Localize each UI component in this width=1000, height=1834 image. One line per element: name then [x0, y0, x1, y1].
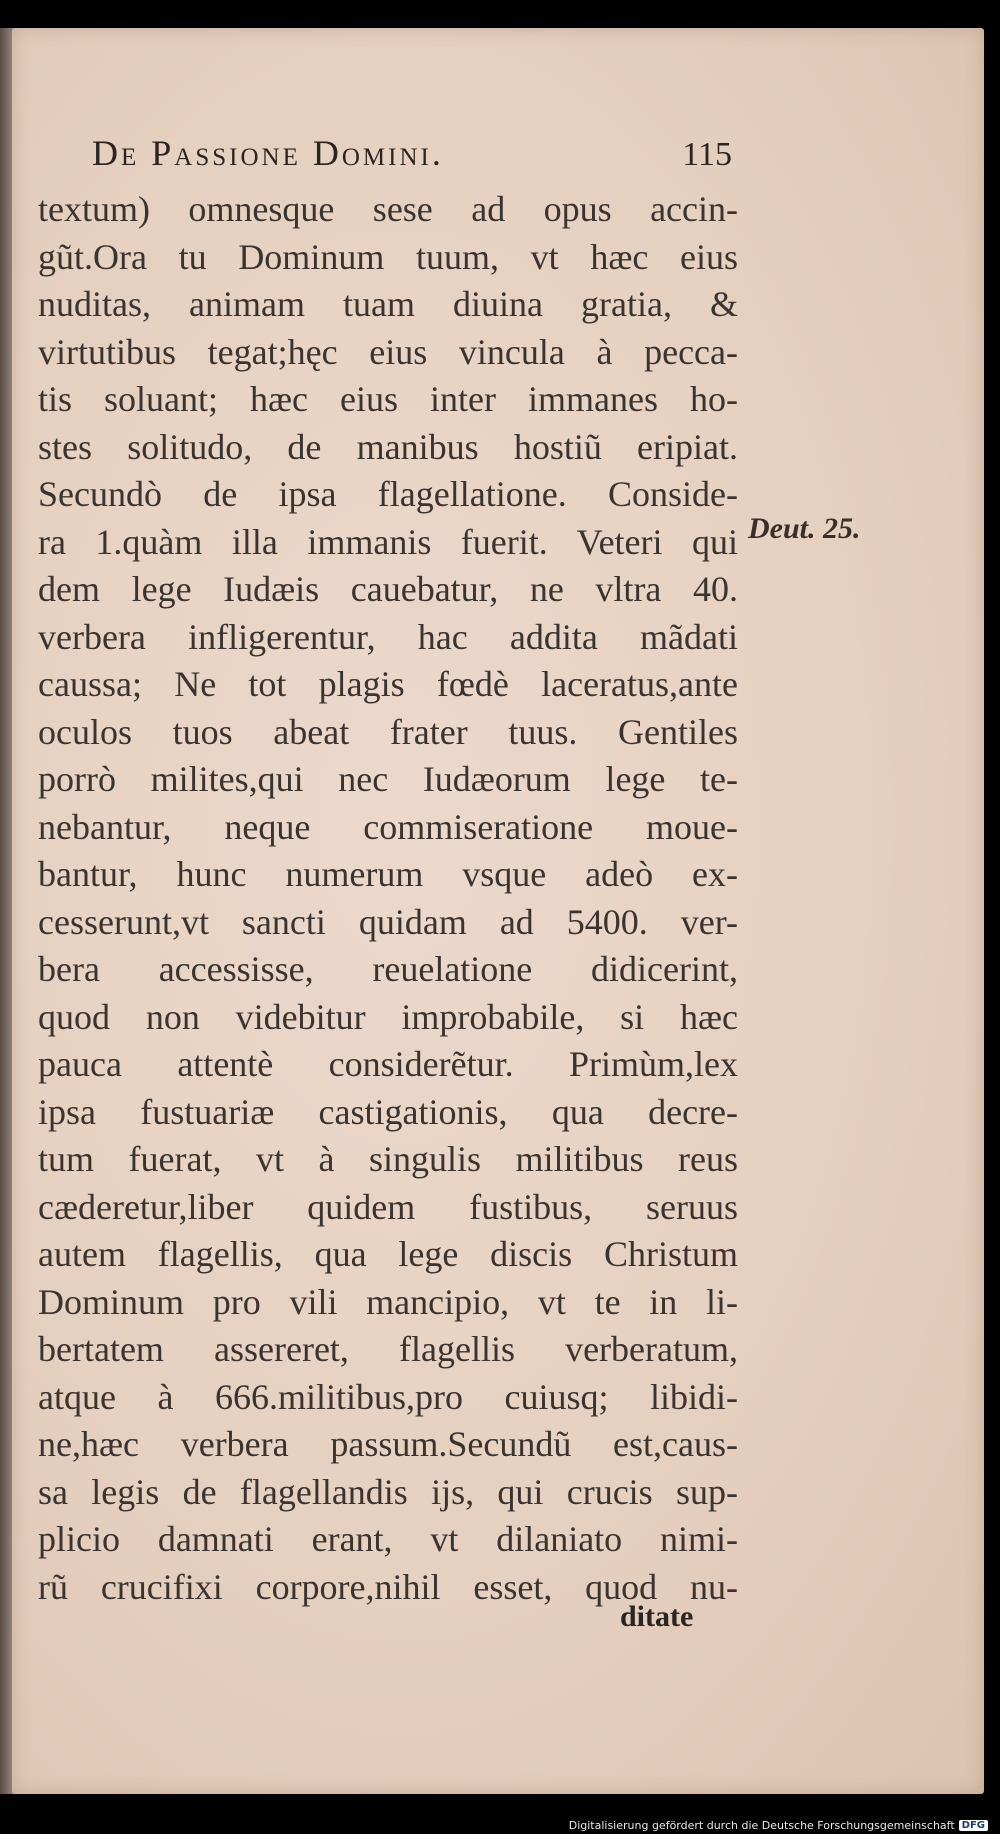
- text-line: ra 1.quàm illa immanis fuerit. Veteri qui: [38, 521, 738, 562]
- text-line: ipsa fustuariæ castigationis, qua decre-: [38, 1091, 738, 1132]
- text-line: Secundò de ipsa flagellatione. Conside-: [38, 474, 738, 514]
- text-line: tum fuerat, vt à singulis militibus reus: [38, 1139, 738, 1179]
- text-line: virtutibus tegat;hęc eius vincula à pecca-: [38, 331, 738, 372]
- digitization-footer: [569, 1819, 988, 1832]
- text-line: oculos tuos abeat frater tuus. Gentiles: [38, 711, 738, 752]
- text-line: gũt.Ora tu Dominum tuum, vt hæc eius: [38, 236, 738, 277]
- text-line: verbera infligerentur, hac addita mãdati: [38, 616, 738, 657]
- text-line: nebantur, neque commiseratione moue-: [38, 806, 738, 847]
- text-line: rũ crucifixi corpore,nihil esset, quod nu-: [38, 1566, 738, 1607]
- text-line: bera accessisse, reuelatione didicerint,: [38, 949, 738, 989]
- text-line: atque à 666.militibus,pro cuiusq; libidi-: [38, 1376, 738, 1417]
- text-line: bertatem assereret, flagellis verberatum,: [38, 1329, 738, 1369]
- catchword: ditate: [620, 1600, 694, 1633]
- running-title: De Passione Domini.: [92, 133, 444, 173]
- text-line: plicio damnati erant, vt dilaniato nimi-: [38, 1519, 738, 1559]
- text-line: sa legis de flagellandis ijs, qui crucis sup-: [38, 1471, 738, 1512]
- text-line: nuditas, animam tuam diuina gratia, &: [38, 284, 738, 324]
- text-line: autem flagellis, qua lege discis Christum: [38, 1234, 738, 1274]
- page-header: [92, 132, 732, 174]
- text-line: ne,hæc verbera passum.Secundũ est,caus-: [38, 1424, 738, 1464]
- text-line: dem lege Iudæis cauebatur, ne vltra 40.: [38, 569, 738, 609]
- text-line: caussa; Ne tot plagis fœdè laceratus,ante: [38, 664, 738, 704]
- text-line: stes solitudo, de manibus hostiũ eripiat.: [38, 426, 738, 467]
- text-line: cesserunt,vt sancti quidam ad 5400. ver-: [38, 901, 738, 942]
- text-line: cæderetur,liber quidem fustibus, seruus: [38, 1186, 738, 1227]
- text-line: porrò milites,qui nec Iudæorum lege te-: [38, 759, 738, 799]
- text-line: bantur, hunc numerum vsque adeò ex-: [38, 854, 738, 894]
- body-text: [38, 186, 738, 1611]
- text-line: pauca attentè considerẽtur. Primùm,lex: [38, 1044, 738, 1084]
- dfg-logo-icon: DFG: [959, 1820, 988, 1831]
- footer-credit: Digitalisierung gefördert durch die Deutsche Forschungsgemeinschaft: [568, 1819, 955, 1832]
- text-line: textum) omnesque sese ad opus accin-: [38, 189, 738, 229]
- margin-note: Deut. 25.: [748, 512, 861, 545]
- text-line: Dominum pro vili mancipio, vt te in li-: [38, 1281, 738, 1322]
- page-number: 115: [682, 136, 732, 173]
- text-line: quod non videbitur improbabile, si hæc: [38, 996, 738, 1037]
- text-line: tis soluant; hæc eius inter immanes ho-: [38, 379, 738, 419]
